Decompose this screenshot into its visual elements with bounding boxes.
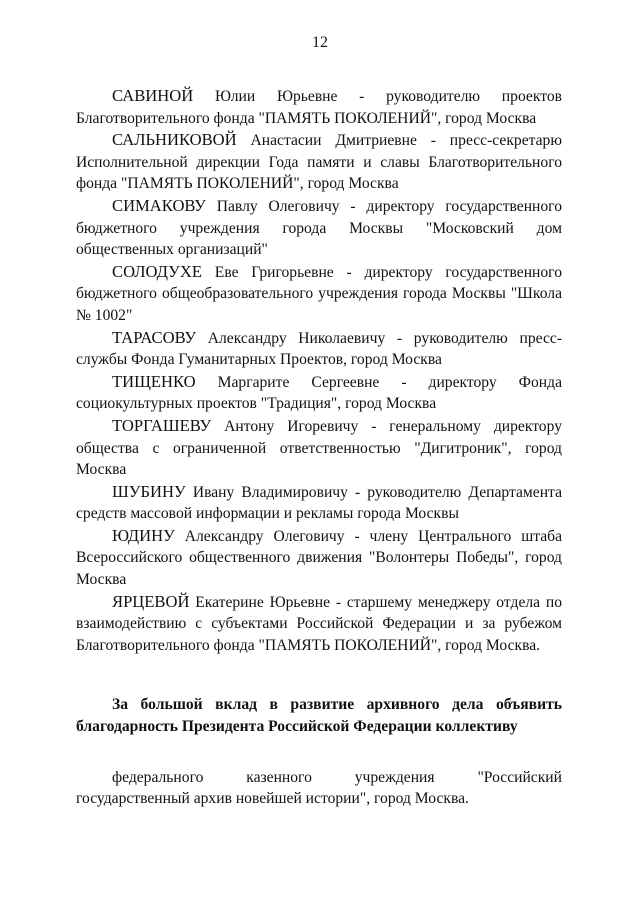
recipient-surname: ШУБИНУ	[112, 481, 186, 501]
recipient-entry	[76, 481, 562, 525]
recipient-details: Павлу Олеговичу - директору государственного бюджетного учреждения города Москвы "Московский дом общественных организаций"	[76, 197, 562, 259]
recipient-surname: ЮДИНУ	[112, 525, 175, 545]
recipient-surname: ТОРГАШЕВУ	[112, 415, 212, 435]
recipient-entry	[76, 195, 562, 261]
section-title: За большой вклад в развитие архивного дела объявить благодарность Президента Российской Федерации коллективу	[76, 696, 562, 736]
recipient-entry	[76, 261, 562, 327]
page-number: 12	[312, 34, 328, 51]
recipient-details: Александру Олеговичу - члену Центрального штаба Всероссийского общественного движения "Волонтеры Победы", город Москва	[76, 527, 562, 589]
recipient-entry	[76, 371, 562, 415]
recipient-surname: САВИНОЙ	[112, 86, 194, 105]
recipient-surname: ТАРАСОВУ	[112, 327, 197, 347]
recipient-entry	[76, 591, 562, 657]
document-body	[76, 85, 562, 825]
collective-recipient: федерального казенного учреждения "Российский государственный архив новейшей истории", город Москва.	[76, 768, 562, 808]
recipient-entry	[76, 129, 562, 195]
recipient-surname: СИМАКОВУ	[112, 195, 206, 215]
recipient-entry	[76, 525, 562, 591]
recipient-surname: СОЛОДУХЕ	[112, 261, 203, 281]
recipient-entry	[76, 415, 562, 481]
recipient-surname: САЛЬНИКОВОЙ	[112, 130, 237, 150]
recipient-details: Юлии Юрьевне - руководителю проектов Благотворительного фонда "ПАМЯТЬ ПОКОЛЕНИЙ", город Москва	[76, 88, 562, 127]
recipient-details: Маргарите Сергеевне - директору Фонда социокультурных проектов "Традиция", город Москва	[76, 373, 562, 413]
recipient-details: Антону Игоревичу - генеральному директору общества с ограниченной ответственностью "Дигитроник", город Москва	[76, 417, 562, 479]
recipient-details: Еве Григорьевне - директору государственного бюджетного общеобразовательного учреждения города Москвы "Школа № 1002"	[76, 263, 562, 324]
recipient-surname: ТИЩЕНКО	[112, 371, 196, 391]
recipient-details: Александру Николаевичу - руководителю пресс-службы Фонда Гуманитарных Проектов, город Москва	[76, 329, 562, 369]
recipient-details: Ивану Владимировичу - руководителю Департамента средств массовой информации и рекламы города Москвы	[76, 483, 562, 523]
recipient-details: Анастасии Дмитриевне - пресс-секретарю Исполнительной дирекции Года памяти и славы Благотворительного фонда "ПАМЯТЬ ПОКОЛЕНИЙ", город Москва	[76, 132, 562, 193]
recipient-details: Екатерине Юрьевне - старшему менеджеру отдела по взаимодействию с субъектами Российской Федерации и за рубежом Благотворительного фонда "ПАМЯТЬ ПОКОЛЕНИЙ", город Москва.	[76, 593, 562, 654]
recipient-entry	[76, 85, 562, 129]
recipient-entry	[76, 327, 562, 371]
recipient-surname: ЯРЦЕВОЙ	[112, 591, 190, 611]
